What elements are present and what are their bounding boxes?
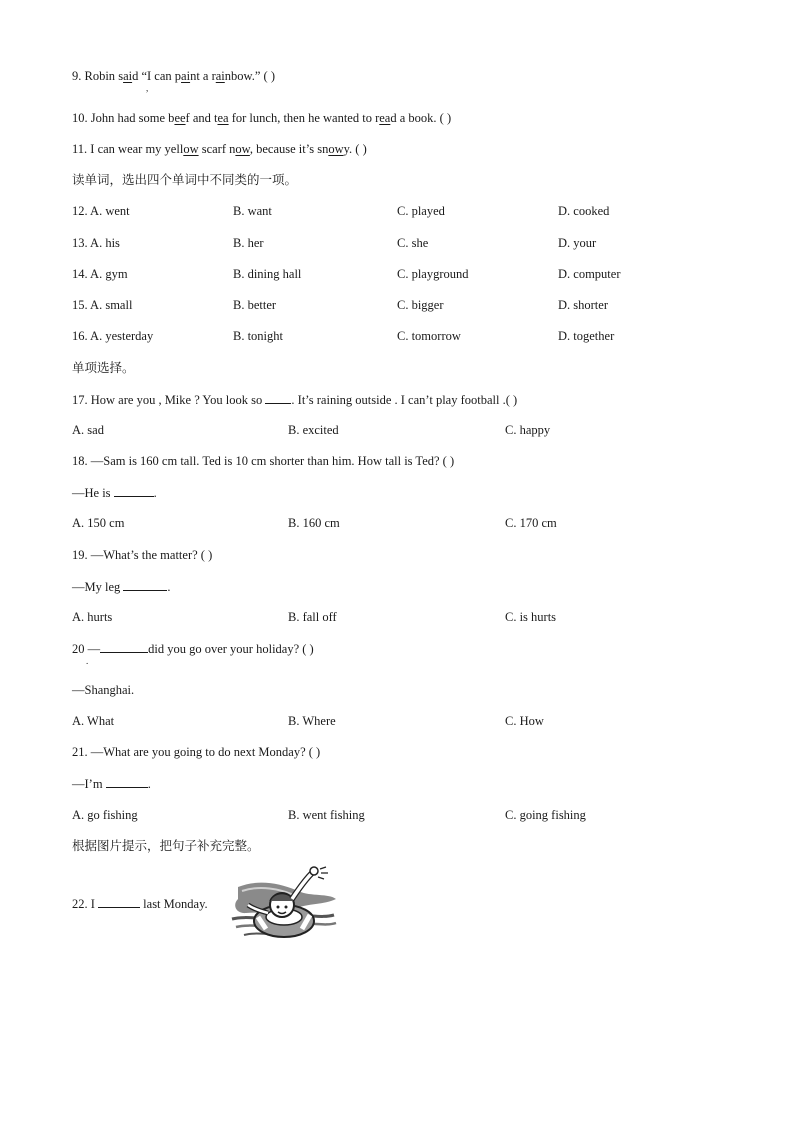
q9-underlined-ai-2: ai xyxy=(181,69,191,83)
q20-response: —Shanghai. xyxy=(72,683,135,697)
punctuation-mark: . xyxy=(86,656,89,666)
q17-option-a[interactable]: A. sad xyxy=(72,423,104,437)
q9-underlined-ai-1: ai xyxy=(123,69,133,83)
section-heading-odd-one-out: 读单词，选出四个单词中不同类的一项。 xyxy=(72,172,298,187)
answer-blank[interactable] xyxy=(123,578,167,591)
q19-option-a[interactable]: A. hurts xyxy=(72,610,113,624)
q17-option-b[interactable]: B. excited xyxy=(288,423,339,437)
q11-underlined-ow-3: ow xyxy=(328,142,344,156)
q10-underlined-ea-1: ea xyxy=(217,111,229,125)
question-19: 19. —What’s the matter? ( ) xyxy=(72,548,213,562)
answer-blank[interactable] xyxy=(98,895,140,908)
q18-response: —He is . xyxy=(72,486,157,500)
q10-underlined-ee: ee xyxy=(174,111,186,125)
q19-option-c[interactable]: C. is hurts xyxy=(505,610,557,624)
q21-response: —I’m . xyxy=(72,777,151,791)
q10-underlined-ea-2: ea xyxy=(379,111,391,125)
question-20: 20 — did you go over your holiday? ( ) xyxy=(72,642,314,656)
q21-option-b[interactable]: B. went fishing xyxy=(288,808,365,822)
question-11: 11. I can wear my yellow scarf now, because it’s snowy. ( ) xyxy=(72,142,367,156)
section-heading-multiple-choice: 单项选择。 xyxy=(72,360,135,375)
q11-underlined-ow-1: ow xyxy=(183,142,199,156)
answer-blank[interactable] xyxy=(100,640,148,653)
question-22: 22. I last Monday. xyxy=(72,897,208,911)
answer-blank[interactable] xyxy=(114,484,154,497)
swimming-boy-image xyxy=(228,865,340,945)
q18-option-c[interactable]: C. 170 cm xyxy=(505,516,557,530)
q17-option-c[interactable]: C. happy xyxy=(505,423,551,437)
q9-text: 9. Robin xyxy=(72,69,119,83)
answer-blank[interactable] xyxy=(106,775,148,788)
q19-response: —My leg . xyxy=(72,580,171,594)
question-17: 17. How are you , Mike ? You look so . It’s raining outside . I can’t play football .( ) xyxy=(72,393,518,407)
q18-option-a[interactable]: A. 150 cm xyxy=(72,516,125,530)
q11-underlined-ow-2: ow xyxy=(235,142,250,156)
q21-option-c[interactable]: C. going fishing xyxy=(505,808,586,822)
question-18: 18. —Sam is 160 cm tall. Ted is 10 cm shorter than him. How tall is Ted? ( ) xyxy=(72,454,455,468)
question-21: 21. —What are you going to do next Monday? ( ) xyxy=(72,745,321,759)
q20-option-a[interactable]: A. What xyxy=(72,714,115,728)
q21-option-a[interactable]: A. go fishing xyxy=(72,808,138,822)
section-heading-picture-prompt: 根据图片提示，把句子补充完整。 xyxy=(72,838,260,853)
q20-option-b[interactable]: B. Where xyxy=(288,714,336,728)
q18-option-b[interactable]: B. 160 cm xyxy=(288,516,340,530)
question-9: 9. Robin said “I can paint a rainbow.” ( ) xyxy=(72,69,275,83)
q20-option-c[interactable]: C. How xyxy=(505,714,544,728)
q19-option-b[interactable]: B. fall off xyxy=(288,610,337,624)
worksheet-page: 9. Robin said “I can paint a rainbow.” ( ) , 10. John had some beef and tea for lunch, then he wanted to read a book. ( ) 11. I can wear my yellow scarf now, because it’s snowy. ( ) 读单词，选出四个单词中不同类的一项。 12. A. went B. want C. played D. cooked 13. A. his B. her C. she D. your 14. A. gym B. dining hall C. playground D. computer 15. A. small B. better C. bigger D. shorter 16. A. yesterday B. tonight C. tomorrow D. together 单项选择。 17. How are you , Mike ? You look so . It’s raining outside . I can’t play football .( ) A. sad B. excited C. happy 18. —Sam is 160 cm tall. Ted is 10 cm shorter than him. How tall is Ted? ( ) —He is . A. 150 cm B. 160 cm C. 170 cm 19. —What’s the matter? ( ) —My leg . A. hurts B. fall off C. is hurts 20 — did you go over your holiday? ( ) . —Shanghai. A. What B. Where C. How 21. —What are you going to do next Monday? ( ) —I’m . A. go fishing B. went fishing C. going fishing 根据图片提示，把句子补充完整。 22. I last Monday. xyxy=(0,0,794,1123)
q9-underlined-ai-3: ai xyxy=(215,69,225,83)
answer-blank[interactable] xyxy=(265,391,291,404)
question-10: 10. John had some beef and tea for lunch, then he wanted to read a book. ( ) xyxy=(72,111,452,125)
punctuation-mark: , xyxy=(146,83,149,93)
